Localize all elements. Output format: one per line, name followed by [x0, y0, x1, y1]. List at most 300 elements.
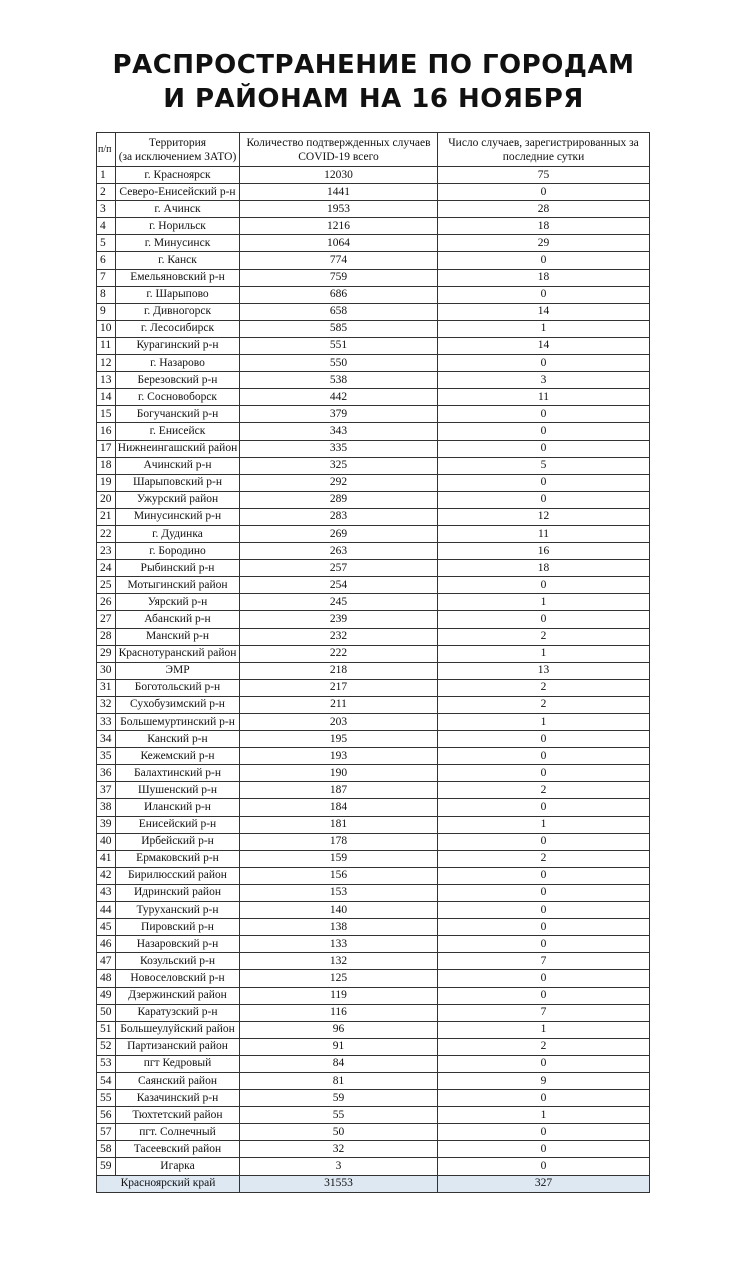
- row-confirmed: 550: [240, 355, 438, 372]
- row-daily: 0: [438, 731, 650, 748]
- table-row: [97, 987, 650, 1004]
- row-territory: Иланский р-н: [116, 799, 240, 816]
- row-territory: пгт. Солнечный: [116, 1124, 240, 1141]
- table-row: [97, 201, 650, 218]
- table-row: [97, 1004, 650, 1021]
- table-row: [97, 167, 650, 184]
- row-daily: 12: [438, 508, 650, 525]
- table-row: [97, 355, 650, 372]
- row-confirmed: 759: [240, 269, 438, 286]
- table-row: [97, 474, 650, 491]
- row-number: 34: [97, 731, 116, 748]
- row-confirmed: 1064: [240, 235, 438, 252]
- header-confirmed: [240, 133, 438, 167]
- row-number: 25: [97, 577, 116, 594]
- row-daily: 0: [438, 355, 650, 372]
- table-row: [97, 628, 650, 645]
- row-number: 14: [97, 389, 116, 406]
- row-daily: 14: [438, 303, 650, 320]
- table-row: [97, 799, 650, 816]
- table-row: [97, 440, 650, 457]
- row-territory: Новоселовский р-н: [116, 970, 240, 987]
- header-daily-line-2: последние сутки: [502, 150, 585, 163]
- row-territory: Енисейский р-н: [116, 816, 240, 833]
- row-confirmed: 343: [240, 423, 438, 440]
- row-number: 5: [97, 235, 116, 252]
- table-row: [97, 1021, 650, 1038]
- row-confirmed: 156: [240, 867, 438, 884]
- row-daily: 14: [438, 337, 650, 354]
- row-daily: 0: [438, 423, 650, 440]
- row-confirmed: 140: [240, 902, 438, 919]
- row-daily: 11: [438, 525, 650, 542]
- row-daily: 0: [438, 1090, 650, 1107]
- row-territory: Кежемский р-н: [116, 748, 240, 765]
- table-row: [97, 867, 650, 884]
- table-row: [97, 594, 650, 611]
- row-territory: Сухобузимский р-н: [116, 696, 240, 713]
- table-row: [97, 252, 650, 269]
- total-row: [97, 1175, 650, 1192]
- row-daily: 3: [438, 372, 650, 389]
- row-confirmed: 211: [240, 696, 438, 713]
- row-number: 49: [97, 987, 116, 1004]
- row-territory: Тюхтетский район: [116, 1107, 240, 1124]
- row-territory: Дзержинский район: [116, 987, 240, 1004]
- row-territory: Партизанский район: [116, 1038, 240, 1055]
- row-confirmed: 269: [240, 525, 438, 542]
- row-confirmed: 132: [240, 953, 438, 970]
- row-daily: 0: [438, 884, 650, 901]
- table-row: [97, 543, 650, 560]
- row-daily: 18: [438, 560, 650, 577]
- row-confirmed: 159: [240, 850, 438, 867]
- row-number: 38: [97, 799, 116, 816]
- row-number: 20: [97, 491, 116, 508]
- row-confirmed: 379: [240, 406, 438, 423]
- row-number: 28: [97, 628, 116, 645]
- row-daily: 2: [438, 696, 650, 713]
- table-row: [97, 269, 650, 286]
- row-number: 59: [97, 1158, 116, 1175]
- row-daily: 0: [438, 474, 650, 491]
- row-daily: 18: [438, 269, 650, 286]
- row-territory: Курагинский р-н: [116, 337, 240, 354]
- row-territory: г. Красноярск: [116, 167, 240, 184]
- row-daily: 0: [438, 577, 650, 594]
- row-territory: пгт Кедровый: [116, 1055, 240, 1072]
- row-number: 29: [97, 645, 116, 662]
- row-number: 51: [97, 1021, 116, 1038]
- table-row: [97, 560, 650, 577]
- table-row: [97, 679, 650, 696]
- row-confirmed: 292: [240, 474, 438, 491]
- row-territory: Саянский район: [116, 1072, 240, 1089]
- row-number: 19: [97, 474, 116, 491]
- row-daily: 0: [438, 252, 650, 269]
- row-territory: г. Назарово: [116, 355, 240, 372]
- row-confirmed: 96: [240, 1021, 438, 1038]
- row-number: 52: [97, 1038, 116, 1055]
- row-number: 6: [97, 252, 116, 269]
- table-header-row: [97, 133, 650, 167]
- row-number: 48: [97, 970, 116, 987]
- row-number: 58: [97, 1141, 116, 1158]
- row-daily: 7: [438, 1004, 650, 1021]
- row-territory: Туруханский р-н: [116, 902, 240, 919]
- row-number: 31: [97, 679, 116, 696]
- row-daily: 1: [438, 1107, 650, 1124]
- row-territory: Шарыповский р-н: [116, 474, 240, 491]
- row-confirmed: 138: [240, 919, 438, 936]
- row-number: 24: [97, 560, 116, 577]
- row-daily: 1: [438, 594, 650, 611]
- row-confirmed: 325: [240, 457, 438, 474]
- row-territory: Большеулуйский район: [116, 1021, 240, 1038]
- table-row: [97, 645, 650, 662]
- row-daily: 0: [438, 286, 650, 303]
- row-confirmed: 239: [240, 611, 438, 628]
- row-territory: г. Норильск: [116, 218, 240, 235]
- row-confirmed: 257: [240, 560, 438, 577]
- row-daily: 18: [438, 218, 650, 235]
- row-confirmed: 203: [240, 714, 438, 731]
- row-number: 13: [97, 372, 116, 389]
- table-row: [97, 1141, 650, 1158]
- row-number: 3: [97, 201, 116, 218]
- row-daily: 13: [438, 662, 650, 679]
- row-territory: Назаровский р-н: [116, 936, 240, 953]
- row-daily: 0: [438, 406, 650, 423]
- row-confirmed: 283: [240, 508, 438, 525]
- row-number: 18: [97, 457, 116, 474]
- table-row: [97, 782, 650, 799]
- row-confirmed: 133: [240, 936, 438, 953]
- header-territory: [116, 133, 240, 167]
- header-confirmed-line-2: COVID-19 всего: [298, 150, 379, 163]
- row-daily: 0: [438, 1158, 650, 1175]
- row-number: 47: [97, 953, 116, 970]
- row-territory: Игарка: [116, 1158, 240, 1175]
- table-row: [97, 611, 650, 628]
- total-territory: Красноярский край: [97, 1175, 240, 1192]
- row-territory: Большемуртинский р-н: [116, 714, 240, 731]
- row-number: 2: [97, 184, 116, 201]
- row-daily: 2: [438, 679, 650, 696]
- row-confirmed: 50: [240, 1124, 438, 1141]
- row-confirmed: 585: [240, 320, 438, 337]
- row-number: 39: [97, 816, 116, 833]
- row-confirmed: 12030: [240, 167, 438, 184]
- row-confirmed: 658: [240, 303, 438, 320]
- row-daily: 28: [438, 201, 650, 218]
- table-row: [97, 372, 650, 389]
- row-number: 27: [97, 611, 116, 628]
- row-number: 23: [97, 543, 116, 560]
- row-confirmed: 254: [240, 577, 438, 594]
- row-territory: г. Дивногорск: [116, 303, 240, 320]
- table-row: [97, 320, 650, 337]
- row-territory: Рыбинский р-н: [116, 560, 240, 577]
- row-confirmed: 81: [240, 1072, 438, 1089]
- row-number: 37: [97, 782, 116, 799]
- row-territory: Березовский р-н: [116, 372, 240, 389]
- row-territory: Минусинский р-н: [116, 508, 240, 525]
- row-daily: 1: [438, 1021, 650, 1038]
- table-row: [97, 389, 650, 406]
- row-number: 54: [97, 1072, 116, 1089]
- row-number: 46: [97, 936, 116, 953]
- row-territory: Богучанский р-н: [116, 406, 240, 423]
- row-confirmed: 116: [240, 1004, 438, 1021]
- row-confirmed: 263: [240, 543, 438, 560]
- row-number: 9: [97, 303, 116, 320]
- title-line-2: И РАЙОНАМ НА 16 НОЯБРЯ: [163, 84, 584, 114]
- row-number: 4: [97, 218, 116, 235]
- row-daily: 2: [438, 782, 650, 799]
- row-confirmed: 153: [240, 884, 438, 901]
- row-territory: Козульский р-н: [116, 953, 240, 970]
- row-confirmed: 774: [240, 252, 438, 269]
- table-row: [97, 919, 650, 936]
- table-row: [97, 423, 650, 440]
- table-row: [97, 970, 650, 987]
- row-daily: 0: [438, 1055, 650, 1072]
- row-territory: г. Минусинск: [116, 235, 240, 252]
- row-number: 55: [97, 1090, 116, 1107]
- row-confirmed: 551: [240, 337, 438, 354]
- row-number: 26: [97, 594, 116, 611]
- table-row: [97, 337, 650, 354]
- row-daily: 0: [438, 1141, 650, 1158]
- row-territory: Балахтинский р-н: [116, 765, 240, 782]
- row-territory: Нижнеингашский район: [116, 440, 240, 457]
- row-daily: 29: [438, 235, 650, 252]
- row-daily: 0: [438, 611, 650, 628]
- table-row: [97, 303, 650, 320]
- row-territory: г. Сосновоборск: [116, 389, 240, 406]
- row-territory: Идринский район: [116, 884, 240, 901]
- row-number: 16: [97, 423, 116, 440]
- row-confirmed: 181: [240, 816, 438, 833]
- table-row: [97, 1055, 650, 1072]
- row-territory: Канский р-н: [116, 731, 240, 748]
- row-daily: 2: [438, 1038, 650, 1055]
- row-daily: 0: [438, 440, 650, 457]
- row-daily: 11: [438, 389, 650, 406]
- row-confirmed: 119: [240, 987, 438, 1004]
- row-number: 7: [97, 269, 116, 286]
- row-confirmed: 91: [240, 1038, 438, 1055]
- row-number: 17: [97, 440, 116, 457]
- row-number: 1: [97, 167, 116, 184]
- row-territory: г. Дудинка: [116, 525, 240, 542]
- table-row: [97, 1090, 650, 1107]
- total-daily: 327: [438, 1175, 650, 1192]
- table-row: [97, 457, 650, 474]
- row-confirmed: 190: [240, 765, 438, 782]
- row-daily: 75: [438, 167, 650, 184]
- row-daily: 0: [438, 1124, 650, 1141]
- row-daily: 1: [438, 320, 650, 337]
- row-territory: г. Бородино: [116, 543, 240, 560]
- row-daily: 0: [438, 867, 650, 884]
- row-territory: Северо-Енисейский р-н: [116, 184, 240, 201]
- table-body: [97, 167, 650, 1176]
- row-number: 15: [97, 406, 116, 423]
- row-daily: 1: [438, 714, 650, 731]
- row-territory: Ачинский р-н: [116, 457, 240, 474]
- row-territory: Тасеевский район: [116, 1141, 240, 1158]
- table-row: [97, 731, 650, 748]
- row-number: 32: [97, 696, 116, 713]
- table-row: [97, 1124, 650, 1141]
- row-daily: 1: [438, 645, 650, 662]
- table-row: [97, 662, 650, 679]
- row-confirmed: 245: [240, 594, 438, 611]
- table-row: [97, 1107, 650, 1124]
- table-row: [97, 765, 650, 782]
- row-daily: 0: [438, 491, 650, 508]
- row-daily: 2: [438, 850, 650, 867]
- row-daily: 5: [438, 457, 650, 474]
- table-row: [97, 491, 650, 508]
- row-confirmed: 193: [240, 748, 438, 765]
- row-daily: 0: [438, 936, 650, 953]
- row-confirmed: 335: [240, 440, 438, 457]
- row-confirmed: 686: [240, 286, 438, 303]
- row-confirmed: 187: [240, 782, 438, 799]
- row-territory: ЭМР: [116, 662, 240, 679]
- row-territory: Шушенский р-н: [116, 782, 240, 799]
- row-confirmed: 1441: [240, 184, 438, 201]
- row-number: 21: [97, 508, 116, 525]
- row-territory: Ужурский район: [116, 491, 240, 508]
- table-row: [97, 850, 650, 867]
- row-daily: 9: [438, 1072, 650, 1089]
- row-daily: 0: [438, 833, 650, 850]
- row-number: 11: [97, 337, 116, 354]
- table-row: [97, 833, 650, 850]
- row-territory: г. Лесосибирск: [116, 320, 240, 337]
- header-territory-line-2: (за исключением ЗАТО): [118, 150, 237, 163]
- row-daily: 1: [438, 816, 650, 833]
- row-territory: Ермаковский р-н: [116, 850, 240, 867]
- row-daily: 0: [438, 987, 650, 1004]
- row-confirmed: 84: [240, 1055, 438, 1072]
- row-number: 8: [97, 286, 116, 303]
- table-row: [97, 714, 650, 731]
- row-territory: Емельяновский р-н: [116, 269, 240, 286]
- table-row: [97, 508, 650, 525]
- row-number: 43: [97, 884, 116, 901]
- row-confirmed: 218: [240, 662, 438, 679]
- table-row: [97, 286, 650, 303]
- table-row: [97, 184, 650, 201]
- table-row: [97, 1038, 650, 1055]
- row-number: 30: [97, 662, 116, 679]
- header-daily-line-1: Число случаев, зарегистрированных за: [448, 136, 639, 149]
- row-daily: 2: [438, 628, 650, 645]
- table-row: [97, 953, 650, 970]
- row-number: 50: [97, 1004, 116, 1021]
- row-confirmed: 289: [240, 491, 438, 508]
- row-confirmed: 32: [240, 1141, 438, 1158]
- header-territory-line-1: Территория: [148, 136, 207, 149]
- row-territory: Краснотуранский район: [116, 645, 240, 662]
- row-confirmed: 125: [240, 970, 438, 987]
- page-title: [0, 48, 747, 116]
- row-confirmed: 222: [240, 645, 438, 662]
- table-row: [97, 748, 650, 765]
- header-daily: [438, 133, 650, 167]
- table-row: [97, 406, 650, 423]
- row-confirmed: 538: [240, 372, 438, 389]
- row-confirmed: 3: [240, 1158, 438, 1175]
- row-number: 40: [97, 833, 116, 850]
- row-territory: Абанский р-н: [116, 611, 240, 628]
- table-row: [97, 902, 650, 919]
- row-territory: Каратузский р-н: [116, 1004, 240, 1021]
- row-territory: г. Енисейск: [116, 423, 240, 440]
- row-confirmed: 178: [240, 833, 438, 850]
- row-confirmed: 232: [240, 628, 438, 645]
- table-row: [97, 884, 650, 901]
- row-daily: 7: [438, 953, 650, 970]
- table-row: [97, 1158, 650, 1175]
- row-confirmed: 217: [240, 679, 438, 696]
- row-number: 10: [97, 320, 116, 337]
- covid-cases-table: [96, 132, 650, 1193]
- row-confirmed: 184: [240, 799, 438, 816]
- row-confirmed: 59: [240, 1090, 438, 1107]
- row-number: 45: [97, 919, 116, 936]
- row-territory: Мотыгинский район: [116, 577, 240, 594]
- row-daily: 0: [438, 799, 650, 816]
- row-number: 12: [97, 355, 116, 372]
- row-daily: 0: [438, 748, 650, 765]
- row-territory: Пировский р-н: [116, 919, 240, 936]
- row-territory: Уярский р-н: [116, 594, 240, 611]
- table-row: [97, 696, 650, 713]
- row-territory: Бирилюсский район: [116, 867, 240, 884]
- header-number: п/п: [97, 133, 116, 167]
- table-row: [97, 936, 650, 953]
- row-daily: 0: [438, 765, 650, 782]
- row-territory: г. Канск: [116, 252, 240, 269]
- row-number: 33: [97, 714, 116, 731]
- row-confirmed: 195: [240, 731, 438, 748]
- title-line-1: РАСПРОСТРАНЕНИЕ ПО ГОРОДАМ: [112, 50, 635, 80]
- table-row: [97, 218, 650, 235]
- row-territory: Казачинский р-н: [116, 1090, 240, 1107]
- row-number: 44: [97, 902, 116, 919]
- row-number: 57: [97, 1124, 116, 1141]
- row-territory: Боготольский р-н: [116, 679, 240, 696]
- row-daily: 0: [438, 919, 650, 936]
- total-confirmed: 31553: [240, 1175, 438, 1192]
- row-daily: 0: [438, 970, 650, 987]
- table-row: [97, 1072, 650, 1089]
- row-daily: 0: [438, 902, 650, 919]
- row-confirmed: 1216: [240, 218, 438, 235]
- row-confirmed: 1953: [240, 201, 438, 218]
- table-row: [97, 577, 650, 594]
- row-daily: 16: [438, 543, 650, 560]
- header-confirmed-line-1: Количество подтвержденных случаев: [246, 136, 431, 149]
- row-territory: Манский р-н: [116, 628, 240, 645]
- row-number: 53: [97, 1055, 116, 1072]
